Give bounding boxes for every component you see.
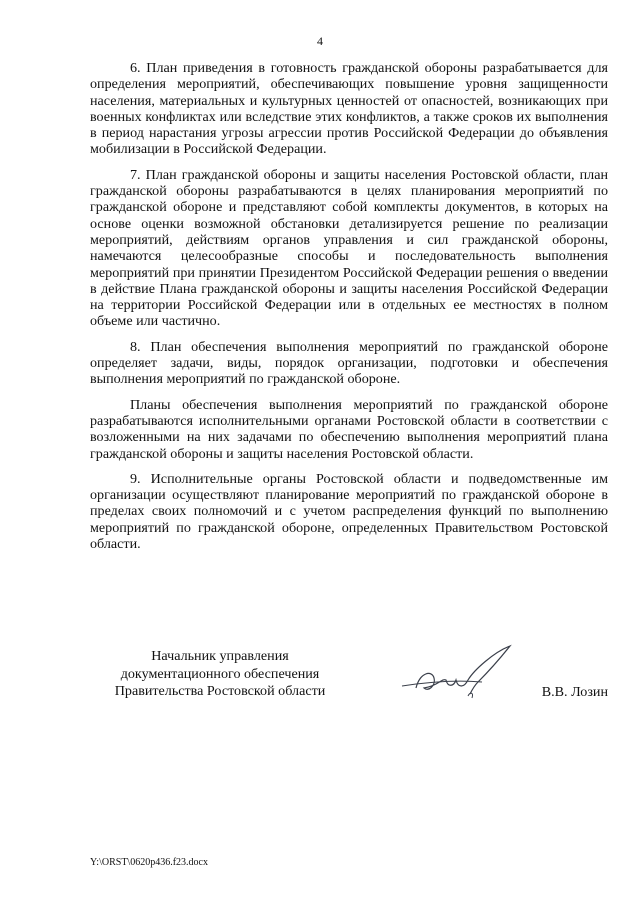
paragraph-9: 9. Исполнительные органы Ростовской области и подведомственные им организации осуществляют планирование мероприятий по гражданской обороне в пределах своих полномочий и с учетом распределения функций по выполнению мероприятий по гражданской обороне, определенных Правительством Ростовской области. — [90, 470, 608, 553]
signatory-title-line-3: Правительства Ростовской области — [114, 683, 326, 699]
signatory-title-line-2: документационного обеспечения — [120, 665, 320, 682]
signature-stroke — [402, 681, 482, 686]
signature-stroke — [416, 646, 510, 694]
paragraph-6: 6. План приведения в готовность гражданской обороны разрабатывается для определения мероприятий, обеспечивающих повышение уровня защищенности населения, материальных и культурных ценностей от опасностей, возникающих при военных конфликтах или вследствие этих конфликтов, а также сроков их выполнения в период нарастания угрозы агрессии против Российской Федерации до объявления мобилизации в Российской Федерации. — [90, 60, 608, 158]
paragraph-8: 8. План обеспечения выполнения мероприятий по гражданской обороне определяет задачи, виды, порядок организации, подготовки и обеспечения выполнения мероприятий по гражданской обороне. — [90, 338, 608, 388]
page-number: 4 — [317, 34, 323, 48]
signatory-name: В.В. Лозин — [541, 684, 608, 700]
paragraph-7: 7. План гражданской обороны и защиты населения Ростовской области, план гражданской обороны разрабатываются в целях планирования мероприятий по гражданской обороне и представляют собой комплекты документов, в которых на основе оценки возможной обстановки детализируется решение по реализации мероприятий, действиям органов управления и сил гражданской обороны, намечаются целесообразные способы и последовательность выполнения мероприятий при принятии Президентом Российской Федерации решения о введении в действие Плана гражданской обороны и защиты населения Российской Федерации на территории Российской Федерации или в отдельных ее местностях в полном объеме или частично. — [90, 166, 608, 330]
signatory-title-line-1: Начальник управления — [151, 648, 289, 664]
signature-block — [90, 648, 608, 718]
signatory-title — [90, 648, 350, 701]
footer-file-path: Y:\ORST\0620p436.f23.docx — [90, 857, 208, 868]
document-body — [90, 60, 608, 552]
handwritten-signature — [398, 642, 518, 706]
paragraph-8-continued: Планы обеспечения выполнения мероприятий по гражданской обороне разрабатываются исполнительными органами Ростовской области в соответствии с возложенными на них задачами по обеспечению выполнения мероприятий плана гражданской обороны и защиты населения Ростовской области. — [90, 396, 608, 462]
